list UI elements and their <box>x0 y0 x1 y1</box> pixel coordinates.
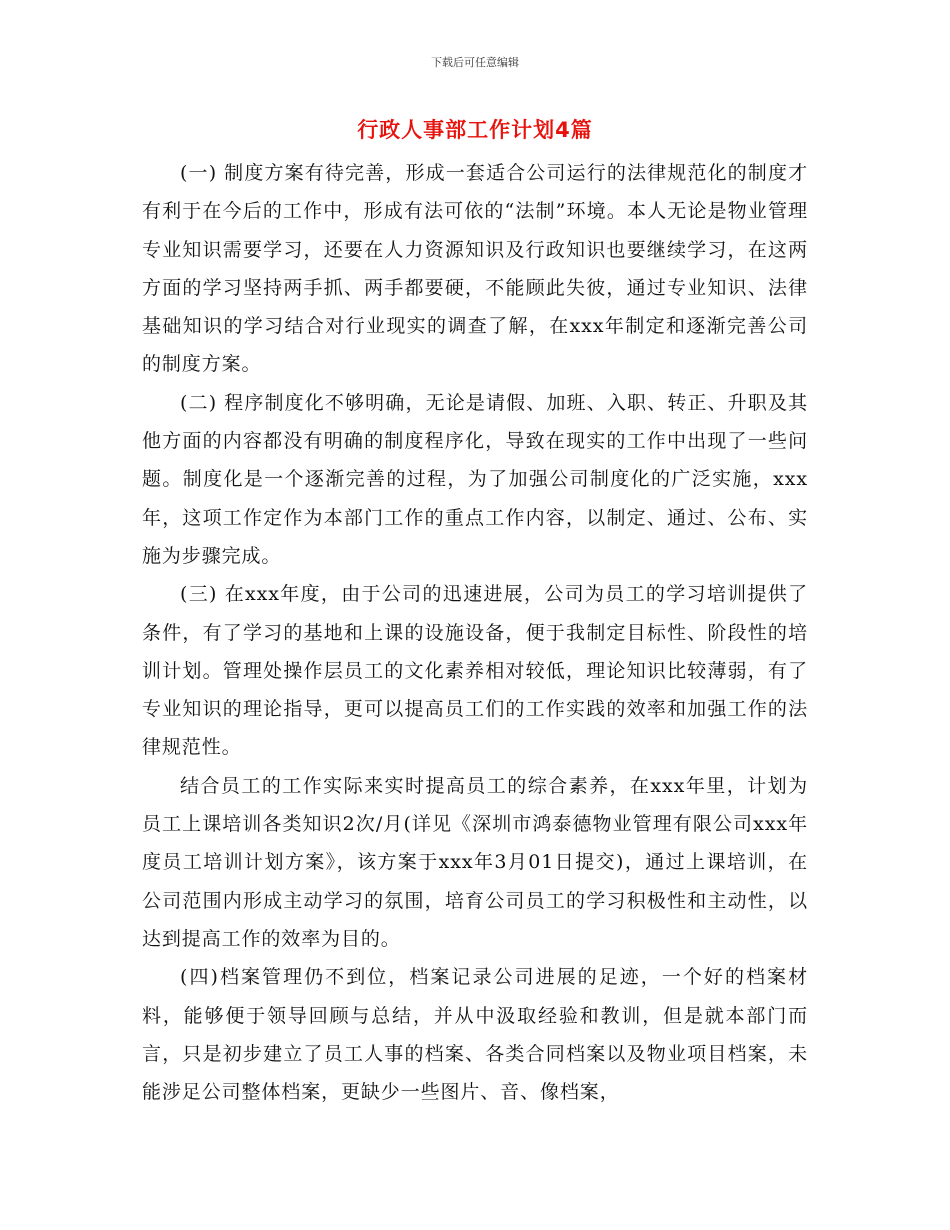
paragraph-5: (四)档案管理仍不到位，档案记录公司进展的足迹，一个好的档案材料，能够便于领导回顾与总结，并从中汲取经验和教训，但是就本部门而言，只是初步建立了员工人事的档案、各类合同档案以及物业项目档案，未能涉足公司整体档案，更缺少一些图片、音、像档案， <box>142 966 808 1104</box>
paragraph-1: (一) 制度方案有待完善，形成一套适合公司运行的法律规范化的制度才有利于在今后的工作中，形成有法可依的“法制”环境。本人无论是物业管理专业知识需要学习，还要在人力资源知识及行政知识也要继续学习，在这两方面的学习坚持两手抓、两手都要硬，不能顾此失彼，通过专业知识、法律基础知识的学习结合对行业现实的调查了解，在xxx年制定和逐渐完善公司的制度方案。 <box>142 162 808 376</box>
paragraph-3: (三) 在xxx年度，由于公司的迅速进展，公司为员工的学习培训提供了条件，有了学习的基地和上课的设施设备，便于我制定目标性、阶段性的培训计划。管理处操作层员工的文化素养相对较低，理论知识比较薄弱，有了专业知识的理论指导，更可以提高员工们的工作实践的效率和加强工作的法律规范性。 <box>142 583 808 759</box>
paragraph-4: 结合员工的工作实际来实时提高员工的综合素养，在xxx年里，计划为员工上课培训各类知识2次/月(详见《深圳市鸿泰德物业管理有限公司xxx年度员工培训计划方案》，该方案于xxx年3月01日提交)，通过上课培训，在公司范围内形成主动学习的氛围，培育公司员工的学习积极性和主动性，以达到提高工作的效率为目的。 <box>142 774 808 950</box>
document-title: 行政人事部工作计划4篇 <box>357 118 593 142</box>
page-header-note: 下载后可任意编辑 <box>431 56 519 69</box>
paragraph-2: (二) 程序制度化不够明确，无论是请假、加班、入职、转正、升职及其他方面的内容都没有明确的制度程序化，导致在现实的工作中出现了一些问题。制度化是一个逐渐完善的过程，为了加强公司制度化的广泛实施，xxx年，这项工作定作为本部门工作的重点工作内容，以制定、通过、公布、实施为步骤完成。 <box>142 391 808 567</box>
document-body <box>142 154 808 1111</box>
